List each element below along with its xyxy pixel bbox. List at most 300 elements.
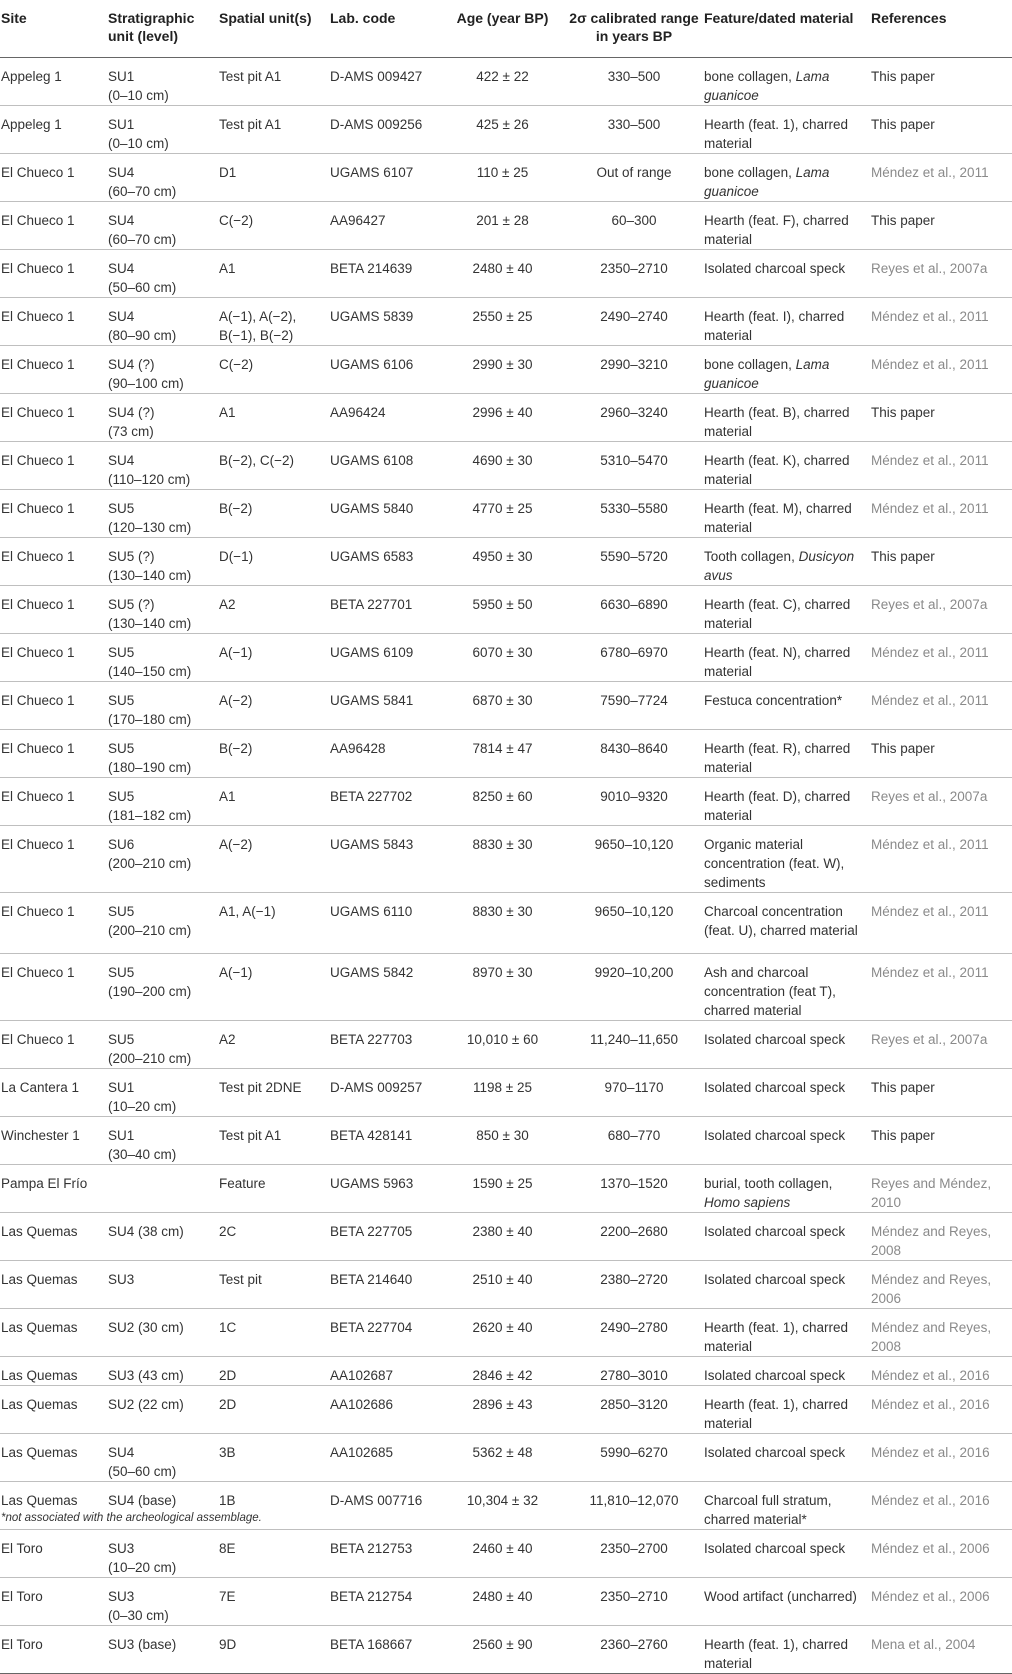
stratigraphic-level: (200–210 cm) [108,1050,192,1066]
cell-site [0,777,108,825]
cell-lab-code [330,105,441,153]
cell-reference [871,1481,1012,1529]
cell-reference [871,1577,1012,1625]
cell-stratigraphic-unit [108,892,219,953]
reference: Méndez and Reyes, 2006 [871,1271,992,1306]
header-lab-code: Lab. code [330,0,441,57]
table-row [0,1212,1012,1260]
spatial-units: Feature [219,1175,266,1191]
cell-site [0,633,108,681]
cell-stratigraphic-unit [108,153,219,201]
spatial-units: 8E [219,1540,236,1556]
stratigraphic-unit: SU1 [108,68,135,84]
cell-reference [871,777,1012,825]
table-row [0,1385,1012,1433]
cell-reference [871,249,1012,297]
cell-site [0,1529,108,1577]
calibrated-range: Out of range [596,164,672,180]
feature-text: Charcoal full stratum, charred material* [704,1492,832,1527]
spatial-units: A1, A(−1) [219,903,276,919]
cell-lab-code [330,633,441,681]
cell-spatial-units [219,489,330,537]
calibrated-range: 2360–2760 [600,1636,668,1652]
cell-age [441,1433,564,1481]
cell-stratigraphic-unit [108,297,219,345]
age-bp: 2550 ± 25 [472,308,533,324]
cell-stratigraphic-unit [108,1068,219,1116]
stratigraphic-unit: SU3 [108,1540,135,1556]
spatial-units: A(−1), A(−2), B(−1), B(−2) [219,308,297,343]
cell-calibrated-range [564,953,704,1020]
age-bp: 8250 ± 60 [472,788,533,804]
cell-calibrated-range [564,1577,704,1625]
site-name: El Toro [1,1540,43,1556]
cell-feature-material [704,1625,871,1673]
site-name: El Chueco 1 [1,644,75,660]
cell-stratigraphic-unit [108,1116,219,1164]
calibrated-range: 970–1170 [604,1079,664,1095]
spatial-units: Test pit A1 [219,116,282,132]
cell-spatial-units [219,345,330,393]
cell-lab-code [330,681,441,729]
stratigraphic-level: (200–210 cm) [108,855,192,871]
stratigraphic-unit: SU2 (30 cm) [108,1319,184,1335]
calibrated-range: 2850–3120 [600,1396,668,1412]
table-row [0,892,1012,953]
cell-lab-code [330,953,441,1020]
lab-code: AA96428 [330,740,386,756]
cell-stratigraphic-unit [108,537,219,585]
cell-age [441,105,564,153]
cell-reference [871,489,1012,537]
stratigraphic-unit: SU4 [108,260,135,276]
site-name: Las Quemas [1,1396,78,1412]
cell-calibrated-range [564,297,704,345]
reference: Méndez et al., 2006 [871,1588,990,1604]
table-row [0,1625,1012,1673]
lab-code: AA96424 [330,404,386,420]
lab-code: UGAMS 6109 [330,644,414,660]
cell-feature-material [704,1068,871,1116]
feature-text: Hearth (feat. I), charred material [704,308,845,343]
stratigraphic-level: (181–182 cm) [108,807,192,823]
cell-feature-material [704,297,871,345]
table-row [0,585,1012,633]
cell-calibrated-range [564,57,704,105]
spatial-units: 9D [219,1636,237,1652]
stratigraphic-level: (130–140 cm) [108,567,192,583]
calibrated-range: 6780–6970 [600,644,668,660]
cell-site [0,537,108,585]
stratigraphic-level: (170–180 cm) [108,711,192,727]
calibrated-range: 680–770 [607,1127,661,1143]
feature-text: Hearth (feat. F), charred material [704,212,849,247]
lab-code: AA102686 [330,1396,394,1412]
cell-reference [871,1433,1012,1481]
age-bp: 10,010 ± 60 [466,1031,539,1047]
table-row [0,1068,1012,1116]
site-name: El Chueco 1 [1,308,75,324]
lab-code: UGAMS 6107 [330,164,414,180]
cell-age [441,1385,564,1433]
site-name: El Chueco 1 [1,260,75,276]
spatial-units: A2 [219,1031,236,1047]
site-name: La Cantera 1 [1,1079,80,1095]
calibrated-range: 11,240–11,650 [589,1031,679,1047]
cell-feature-material [704,489,871,537]
cell-feature-material [704,1260,871,1308]
cell-calibrated-range [564,1433,704,1481]
age-bp: 2560 ± 90 [472,1636,533,1652]
spatial-units: Test pit A1 [219,68,282,84]
cell-lab-code [330,1481,441,1529]
cell-reference [871,153,1012,201]
lab-code: D-AMS 009256 [330,116,423,132]
stratigraphic-unit: SU4 (?) [108,404,155,420]
stratigraphic-unit: SU4 [108,308,135,324]
spatial-units: A(−1) [219,964,253,980]
cell-calibrated-range [564,633,704,681]
cell-site [0,1308,108,1356]
calibrated-range: 2780–3010 [600,1367,668,1383]
cell-reference [871,633,1012,681]
site-name: El Chueco 1 [1,903,75,919]
table-row [0,1308,1012,1356]
calibrated-range: 2960–3240 [600,404,668,420]
cell-calibrated-range [564,537,704,585]
cell-spatial-units [219,537,330,585]
stratigraphic-unit: SU5 [108,903,135,919]
site-name: Las Quemas [1,1367,78,1383]
cell-site [0,1212,108,1260]
cell-reference [871,1308,1012,1356]
cell-reference [871,1068,1012,1116]
table-row [0,1577,1012,1625]
cell-spatial-units [219,777,330,825]
reference: Méndez et al., 2011 [871,692,989,708]
table-row [0,953,1012,1020]
spatial-units: C(−2) [219,356,254,372]
cell-feature-material [704,1481,871,1529]
stratigraphic-unit: SU5 [108,740,135,756]
feature-text: Isolated charcoal speck [704,1079,846,1095]
cell-spatial-units [219,441,330,489]
calibrated-range: 1370–1520 [600,1175,668,1191]
stratigraphic-unit: SU5 [108,692,135,708]
cell-reference [871,1020,1012,1068]
age-bp: 2480 ± 40 [472,260,533,276]
reference: Méndez et al., 2016 [871,1444,990,1460]
cell-spatial-units [219,1260,330,1308]
spatial-units: A(−2) [219,836,253,852]
cell-site [0,1164,108,1212]
cell-calibrated-range [564,1308,704,1356]
lab-code: BETA 227703 [330,1031,413,1047]
lab-code: UGAMS 5840 [330,500,414,516]
site-name: El Chueco 1 [1,500,75,516]
lab-code: UGAMS 5843 [330,836,414,852]
cell-age [441,1212,564,1260]
cell-reference [871,1385,1012,1433]
cell-age [441,681,564,729]
spatial-units: C(−2) [219,212,254,228]
site-name: Las Quemas [1,1492,78,1508]
site-name: Las Quemas [1,1271,78,1287]
cell-site [0,393,108,441]
age-bp: 2510 ± 40 [472,1271,533,1287]
cell-stratigraphic-unit [108,489,219,537]
lab-code: AA96427 [330,212,386,228]
stratigraphic-unit: SU3 (43 cm) [108,1367,184,1383]
cell-reference [871,1529,1012,1577]
stratigraphic-level: (60–70 cm) [108,231,177,247]
cell-site [0,729,108,777]
stratigraphic-unit: SU5 [108,500,135,516]
cell-calibrated-range [564,249,704,297]
feature-text: Hearth (feat. M), charred material [704,500,852,535]
feature-text: Hearth (feat. C), charred material [704,596,851,631]
reference: Reyes et al., 2007a [871,260,988,276]
reference: Méndez et al., 2016 [871,1492,990,1508]
reference: Méndez et al., 2011 [871,903,989,919]
cell-stratigraphic-unit [108,953,219,1020]
site-name: El Chueco 1 [1,164,75,180]
age-bp: 7814 ± 47 [472,740,533,756]
table-row [0,297,1012,345]
cell-spatial-units [219,1116,330,1164]
lab-code: UGAMS 6106 [330,356,414,372]
site-name: El Chueco 1 [1,596,75,612]
cell-stratigraphic-unit [108,345,219,393]
lab-code: AA102687 [330,1367,394,1383]
cell-reference [871,441,1012,489]
reference: Méndez et al., 2011 [871,308,989,324]
cell-feature-material [704,953,871,1020]
spatial-units: Test pit A1 [219,1127,282,1143]
cell-feature-material [704,393,871,441]
reference: This paper [871,1127,935,1143]
stratigraphic-level: (30–40 cm) [108,1146,177,1162]
stratigraphic-level: (0–30 cm) [108,1607,169,1623]
cell-spatial-units [219,633,330,681]
cell-spatial-units [219,1577,330,1625]
feature-text: burial, tooth collagen, [704,1175,833,1191]
reference: This paper [871,68,935,84]
table-row [0,345,1012,393]
table-row [0,1164,1012,1212]
cell-reference [871,201,1012,249]
stratigraphic-unit: SU4 (38 cm) [108,1223,184,1239]
reference: Méndez et al., 2011 [871,964,989,980]
cell-age [441,1068,564,1116]
table-row [0,489,1012,537]
age-bp: 4690 ± 30 [472,452,533,468]
cell-calibrated-range [564,1020,704,1068]
cell-age [441,729,564,777]
cell-lab-code [330,1212,441,1260]
age-bp: 2620 ± 40 [472,1319,533,1335]
cell-calibrated-range [564,1481,704,1529]
age-bp: 1590 ± 25 [472,1175,533,1191]
taxon-name: Lama guanicoe [704,356,830,391]
age-bp: 5950 ± 50 [472,596,533,612]
cell-calibrated-range [564,105,704,153]
reference: Méndez et al., 2011 [871,644,989,660]
age-bp: 6070 ± 30 [472,644,533,660]
spatial-units: A(−2) [219,692,253,708]
cell-site [0,1020,108,1068]
calibrated-range: 5310–5470 [600,452,668,468]
spatial-units: 2D [219,1367,237,1383]
table-row [0,105,1012,153]
age-bp: 8970 ± 30 [472,964,533,980]
cell-lab-code [330,1577,441,1625]
cell-age [441,1116,564,1164]
lab-code: UGAMS 6108 [330,452,414,468]
lab-code: UGAMS 6583 [330,548,414,564]
cell-feature-material [704,892,871,953]
spatial-units: A1 [219,788,236,804]
cell-site [0,153,108,201]
cell-spatial-units [219,1068,330,1116]
spatial-units: B(−2), C(−2) [219,452,295,468]
feature-text: Isolated charcoal speck [704,1223,846,1239]
cell-reference [871,825,1012,892]
spatial-units: Test pit [219,1271,262,1287]
cell-feature-material [704,729,871,777]
lab-code: AA102685 [330,1444,394,1460]
cell-feature-material [704,249,871,297]
table-row [0,393,1012,441]
header-stratigraphic-unit: Stratigraphic unit (level) [108,0,219,57]
age-bp: 2996 ± 40 [472,404,533,420]
calibrated-range: 2200–2680 [600,1223,668,1239]
reference: This paper [871,1079,935,1095]
age-bp: 1198 ± 25 [473,1079,532,1095]
site-name: Appeleg 1 [1,116,62,132]
calibrated-range: 60–300 [611,212,657,228]
cell-lab-code [330,1020,441,1068]
site-name: El Chueco 1 [1,964,75,980]
taxon-name: Lama guanicoe [704,68,830,103]
lab-code: UGAMS 5841 [330,692,414,708]
age-bp: 110 ± 25 [476,164,529,180]
cell-stratigraphic-unit [108,633,219,681]
calibrated-range: 5990–6270 [600,1444,668,1460]
cell-reference [871,1625,1012,1673]
lab-code: BETA 214640 [330,1271,413,1287]
age-bp: 2380 ± 40 [472,1223,533,1239]
cell-calibrated-range [564,777,704,825]
lab-code: BETA 168667 [330,1636,413,1652]
table-footnote: *not associated with the archeological assemblage. [1,1512,262,1524]
cell-reference [871,1260,1012,1308]
table-row [0,777,1012,825]
site-name: El Toro [1,1636,43,1652]
cell-stratigraphic-unit [108,1577,219,1625]
cell-feature-material [704,1356,871,1385]
cell-spatial-units [219,1164,330,1212]
stratigraphic-unit: SU4 [108,452,135,468]
cell-lab-code [330,1068,441,1116]
cell-site [0,105,108,153]
site-name: El Chueco 1 [1,1031,75,1047]
cell-calibrated-range [564,1212,704,1260]
spatial-units: A1 [219,260,236,276]
feature-text: Ash and charcoal concentration (feat T), charred material [704,964,836,1018]
cell-calibrated-range [564,153,704,201]
stratigraphic-level: (200–210 cm) [108,922,192,938]
cell-feature-material [704,1308,871,1356]
stratigraphic-level: (180–190 cm) [108,759,192,775]
cell-stratigraphic-unit [108,1020,219,1068]
spatial-units: Test pit 2DNE [219,1079,302,1095]
table-row [0,1356,1012,1385]
cell-feature-material [704,585,871,633]
cell-stratigraphic-unit [108,729,219,777]
site-name: Las Quemas [1,1444,78,1460]
feature-text: Festuca concentration* [704,692,843,708]
spatial-units: A(−1) [219,644,253,660]
cell-site [0,1116,108,1164]
cell-calibrated-range [564,1529,704,1577]
spatial-units: 2D [219,1396,237,1412]
stratigraphic-level: (0–10 cm) [108,87,169,103]
cell-spatial-units [219,297,330,345]
stratigraphic-unit: SU5 [108,1031,135,1047]
site-name: El Chueco 1 [1,692,75,708]
spatial-units: 2C [219,1223,237,1239]
spatial-units: B(−2) [219,740,253,756]
spatial-units: D1 [219,164,237,180]
cell-age [441,1481,564,1529]
cell-site [0,1068,108,1116]
cell-site [0,892,108,953]
lab-code: BETA 212753 [330,1540,413,1556]
cell-spatial-units [219,1308,330,1356]
feature-text: Isolated charcoal speck [704,1127,846,1143]
lab-code: BETA 227705 [330,1223,413,1239]
cell-feature-material [704,537,871,585]
cell-age [441,1625,564,1673]
site-name: El Chueco 1 [1,548,75,564]
cell-feature-material [704,1577,871,1625]
feature-text: Hearth (feat. 1), charred material [704,1636,849,1671]
feature-text: Hearth (feat. R), charred material [704,740,851,775]
cell-age [441,441,564,489]
site-name: El Chueco 1 [1,740,75,756]
age-bp: 8830 ± 30 [472,903,533,919]
stratigraphic-unit: SU3 (base) [108,1636,177,1652]
cell-feature-material [704,201,871,249]
lab-code: D-AMS 009257 [330,1079,423,1095]
cell-site [0,1625,108,1673]
feature-text: Wood artifact (uncharred) [704,1588,857,1604]
lab-code: UGAMS 5963 [330,1175,414,1191]
cell-reference [871,105,1012,153]
cell-feature-material [704,1385,871,1433]
cell-calibrated-range [564,585,704,633]
cell-lab-code [330,537,441,585]
cell-reference [871,345,1012,393]
cell-reference [871,681,1012,729]
header-references: References [871,0,1012,57]
age-bp: 10,304 ± 32 [466,1492,539,1508]
feature-text: Organic material concentration (feat. W), sediments [704,836,845,890]
reference: This paper [871,116,935,132]
cell-stratigraphic-unit [108,393,219,441]
cell-reference [871,1116,1012,1164]
